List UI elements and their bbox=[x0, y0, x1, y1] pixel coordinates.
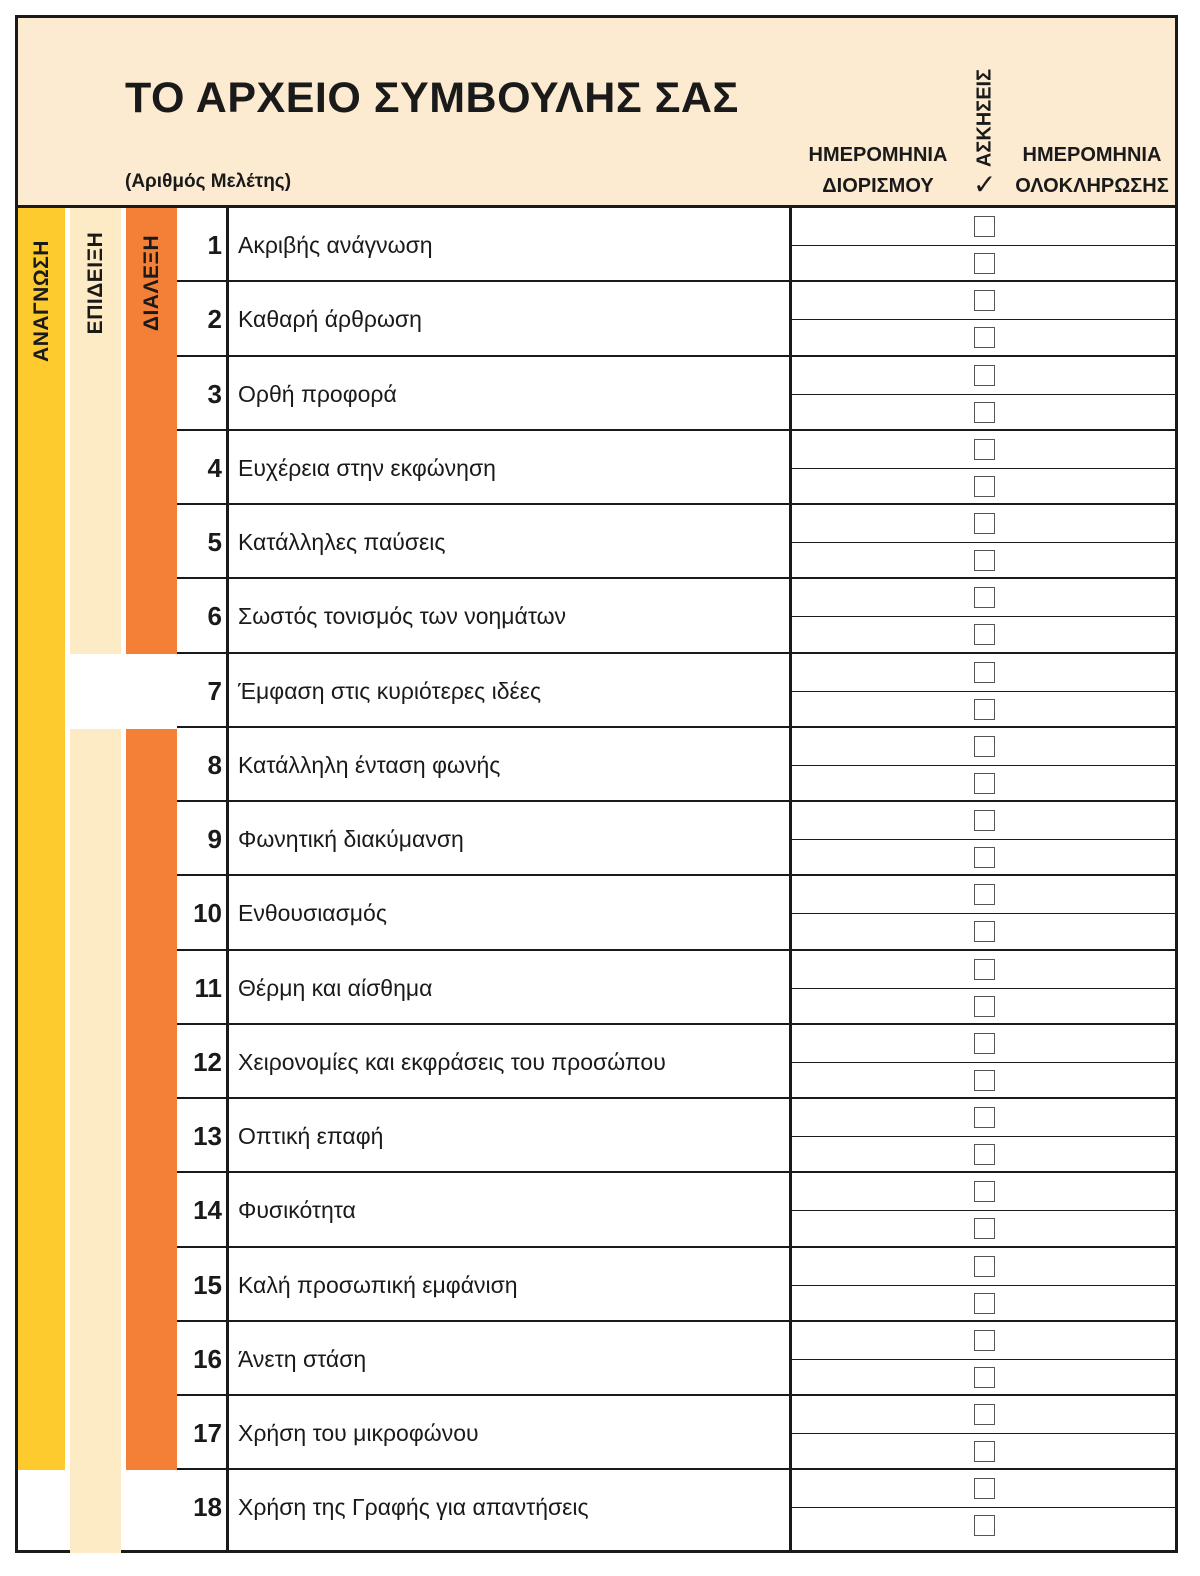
study-title: Κατάλληλες παύσεις bbox=[238, 529, 446, 555]
exercises-header bbox=[970, 58, 1000, 178]
study-number: 10 bbox=[193, 898, 222, 929]
counsel-sheet bbox=[15, 15, 1178, 1553]
table-row bbox=[177, 654, 1175, 728]
exercise-checkbox[interactable] bbox=[974, 1107, 995, 1128]
study-number: 18 bbox=[193, 1492, 222, 1523]
study-title: Θέρμη και αίσθημα bbox=[238, 974, 433, 1001]
study-title: Φυσικότητα bbox=[238, 1197, 356, 1224]
table-row bbox=[177, 1396, 1175, 1470]
study-title: Χρήση της Γραφής για απαντήσεις bbox=[238, 1494, 589, 1521]
sheet-header bbox=[18, 18, 1175, 208]
table-row bbox=[177, 282, 1175, 356]
checkmark-icon: ✓ bbox=[973, 169, 997, 200]
study-number: 1 bbox=[207, 230, 222, 260]
exercise-checkbox[interactable] bbox=[974, 1330, 995, 1351]
completion-date-header bbox=[1000, 140, 1184, 202]
study-number: 3 bbox=[207, 378, 222, 409]
study-title: Ακριβής ανάγνωση bbox=[238, 232, 433, 258]
exercise-checkbox[interactable] bbox=[974, 1293, 995, 1314]
date-entry-line bbox=[790, 1433, 1175, 1434]
talk-category-label: ΔΙΑΛΕΞΗ bbox=[139, 234, 163, 332]
date-entry-line bbox=[790, 1359, 1175, 1360]
exercise-checkbox[interactable] bbox=[974, 1515, 995, 1536]
exercise-checkbox[interactable] bbox=[974, 476, 995, 497]
table-row bbox=[177, 1322, 1175, 1396]
exercise-checkbox[interactable] bbox=[974, 736, 995, 757]
exercise-checkbox[interactable] bbox=[974, 884, 995, 905]
date-entry-line bbox=[790, 542, 1175, 543]
table-row bbox=[177, 1470, 1175, 1544]
exercise-checkbox[interactable] bbox=[974, 1218, 995, 1239]
exercise-checkbox[interactable] bbox=[974, 1033, 995, 1054]
date-entry-line bbox=[790, 1062, 1175, 1063]
exercise-checkbox[interactable] bbox=[974, 253, 995, 274]
date-entry-line bbox=[790, 913, 1175, 914]
table-row bbox=[177, 1025, 1175, 1099]
exercise-checkbox[interactable] bbox=[974, 921, 995, 942]
exercise-checkbox[interactable] bbox=[974, 1404, 995, 1425]
date-entry-line bbox=[790, 691, 1175, 692]
study-title: Ευχέρεια στην εκφώνηση bbox=[238, 454, 496, 481]
demonstration-category-label: ΕΠΙΔΕΙΞΗ bbox=[83, 231, 107, 335]
exercise-checkbox[interactable] bbox=[974, 996, 995, 1017]
date-entry-line bbox=[790, 765, 1175, 766]
study-number-caption: (Αριθμός Μελέτης) bbox=[125, 171, 292, 192]
exercise-checkbox[interactable] bbox=[974, 365, 995, 386]
study-number: 5 bbox=[207, 527, 222, 557]
date-entry-line bbox=[790, 394, 1175, 395]
table-row bbox=[177, 357, 1175, 431]
talk-category-band-lower bbox=[126, 729, 177, 1470]
study-title: Καθαρή άρθρωση bbox=[238, 306, 422, 333]
exercise-checkbox[interactable] bbox=[974, 550, 995, 571]
study-title: Κατάλληλη ένταση φωνής bbox=[238, 751, 501, 778]
study-title: Ενθουσιασμός bbox=[238, 900, 387, 927]
exercise-checkbox[interactable] bbox=[974, 1367, 995, 1388]
study-number: 6 bbox=[207, 601, 222, 632]
study-title: Άνετη στάση bbox=[238, 1345, 367, 1372]
study-title: Φωνητική διακύμανση bbox=[238, 826, 464, 852]
date-entry-line bbox=[790, 1285, 1175, 1286]
study-title: Έμφαση στις κυριότερες ιδέες bbox=[238, 677, 542, 704]
exercise-checkbox[interactable] bbox=[974, 959, 995, 980]
study-number: 16 bbox=[193, 1343, 222, 1374]
study-number: 8 bbox=[207, 749, 222, 780]
table-row bbox=[177, 431, 1175, 505]
study-title: Καλή προσωπική εμφάνιση bbox=[238, 1271, 518, 1298]
exercise-checkbox[interactable] bbox=[974, 402, 995, 423]
exercise-checkbox[interactable] bbox=[974, 513, 995, 534]
table-row bbox=[177, 951, 1175, 1025]
exercise-checkbox[interactable] bbox=[974, 773, 995, 794]
exercise-checkbox[interactable] bbox=[974, 439, 995, 460]
study-title: Ορθή προφορά bbox=[238, 380, 397, 407]
exercise-checkbox[interactable] bbox=[974, 1256, 995, 1277]
table-row bbox=[177, 1099, 1175, 1173]
study-number: 7 bbox=[207, 675, 222, 706]
exercise-checkbox[interactable] bbox=[974, 587, 995, 608]
exercise-checkbox[interactable] bbox=[974, 810, 995, 831]
exercise-checkbox[interactable] bbox=[974, 1478, 995, 1499]
demonstration-category-band bbox=[70, 208, 121, 654]
date-entry-line bbox=[790, 1507, 1175, 1508]
exercise-checkbox[interactable] bbox=[974, 1070, 995, 1091]
assignment-date-header-line1: ΗΜΕΡΟΜΗΝΙΑ bbox=[808, 144, 948, 166]
exercise-checkbox[interactable] bbox=[974, 1144, 995, 1165]
demonstration-category-band-lower bbox=[70, 729, 121, 1553]
table-row bbox=[177, 579, 1175, 653]
exercise-checkbox[interactable] bbox=[974, 847, 995, 868]
study-number: 13 bbox=[193, 1121, 222, 1151]
exercise-checkbox[interactable] bbox=[974, 1181, 995, 1202]
study-title: Χειρονομίες και εκφράσεις του προσώπου bbox=[238, 1048, 666, 1075]
study-number: 2 bbox=[207, 304, 222, 335]
study-title: Χρήση του μικροφώνου bbox=[238, 1420, 479, 1446]
date-entry-line bbox=[790, 839, 1175, 840]
date-entry-line bbox=[790, 468, 1175, 469]
table-row bbox=[177, 728, 1175, 802]
study-number: 15 bbox=[193, 1269, 222, 1300]
exercises-header-label: ΑΣΚΗΣΕΙΣ bbox=[973, 68, 996, 168]
talk-category-band bbox=[126, 208, 177, 654]
table-row bbox=[177, 802, 1175, 876]
study-number: 12 bbox=[193, 1046, 222, 1077]
exercise-checkbox[interactable] bbox=[974, 216, 995, 237]
page-title: ΤΟ ΑΡΧΕΙΟ ΣΥΜΒΟΥΛΗΣ ΣΑΣ bbox=[125, 74, 739, 122]
study-number: 9 bbox=[207, 824, 222, 854]
completion-date-header-line2: ΟΛΟΚΛΗΡΩΣΗΣ bbox=[1015, 175, 1169, 197]
reading-category-label: ΑΝΑΓΝΩΣΗ bbox=[29, 240, 53, 362]
date-entry-line bbox=[790, 245, 1175, 246]
exercise-checkbox[interactable] bbox=[974, 290, 995, 311]
study-number: 17 bbox=[193, 1418, 222, 1448]
date-entry-line bbox=[790, 1210, 1175, 1211]
table-row bbox=[177, 208, 1175, 282]
exercise-checkbox[interactable] bbox=[974, 1441, 995, 1462]
study-number: 14 bbox=[193, 1195, 222, 1226]
study-title: Οπτική επαφή bbox=[238, 1123, 384, 1149]
table-row bbox=[177, 1173, 1175, 1247]
date-entry-line bbox=[790, 616, 1175, 617]
table-row bbox=[177, 505, 1175, 579]
date-entry-line bbox=[790, 988, 1175, 989]
study-title: Σωστός τονισμός των νοημάτων bbox=[238, 603, 567, 630]
date-entry-line bbox=[790, 1136, 1175, 1137]
exercise-checkbox[interactable] bbox=[974, 327, 995, 348]
study-number: 4 bbox=[207, 452, 222, 483]
study-number: 11 bbox=[194, 972, 222, 1003]
assignment-date-header bbox=[798, 140, 958, 202]
date-entry-line bbox=[790, 319, 1175, 320]
table-row bbox=[177, 1248, 1175, 1322]
reading-category-band bbox=[18, 208, 65, 1470]
assignment-date-header-line2: ΔΙΟΡΙΣΜΟΥ bbox=[822, 175, 934, 197]
exercise-checkbox[interactable] bbox=[974, 624, 995, 645]
exercise-checkbox[interactable] bbox=[974, 662, 995, 683]
table-row bbox=[177, 876, 1175, 950]
completion-date-header-line1: ΗΜΕΡΟΜΗΝΙΑ bbox=[1022, 144, 1162, 166]
exercise-checkbox[interactable] bbox=[974, 699, 995, 720]
